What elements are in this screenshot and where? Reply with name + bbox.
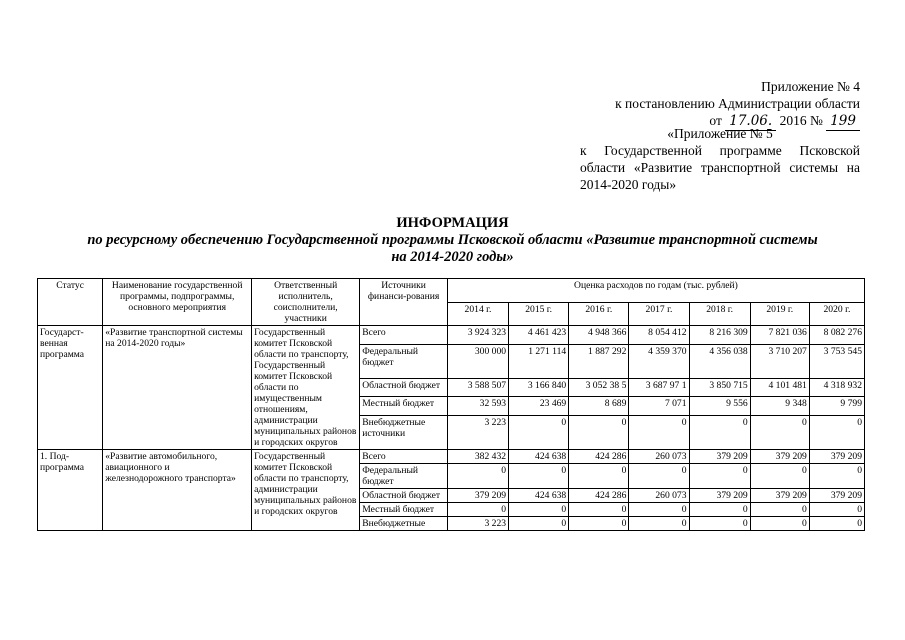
amount-cell: 0: [809, 517, 864, 531]
date-prefix: от: [709, 113, 722, 128]
amount-cell: 8 689: [569, 397, 629, 416]
funding-source: Областной бюджет: [360, 378, 448, 397]
amount-cell: 0: [629, 416, 689, 450]
amount-cell: 0: [569, 464, 629, 489]
amount-cell: 424 638: [509, 450, 569, 464]
amount-cell: 0: [447, 503, 508, 517]
amount-cell: 0: [509, 517, 569, 531]
appendix-block: [560, 78, 860, 131]
amount-cell: 8 216 309: [689, 326, 750, 345]
header-year: 2019 г.: [750, 302, 809, 326]
amount-cell: 0: [809, 416, 864, 450]
header-year: 2015 г.: [509, 302, 569, 326]
title-sub2: на 2014-2020 годы»: [391, 249, 514, 265]
header-name: Наименование государственной программы, подпрограммы, основного мероприятия: [103, 279, 252, 326]
amount-cell: 4 948 366: [569, 326, 629, 345]
amount-cell: 0: [447, 464, 508, 489]
amount-cell: 0: [689, 503, 750, 517]
amount-cell: 0: [509, 464, 569, 489]
amount-cell: 1 271 114: [509, 344, 569, 378]
amount-cell: 0: [750, 416, 809, 450]
header-resp: Ответственный исполнитель, соисполнители, участники: [252, 279, 360, 326]
amount-cell: 0: [509, 416, 569, 450]
amount-cell: 379 209: [809, 489, 864, 503]
amount-cell: 9 799: [809, 397, 864, 416]
header-source: Источники финанси-рования: [360, 279, 448, 326]
amount-cell: 3 166 840: [509, 378, 569, 397]
amount-cell: 0: [809, 503, 864, 517]
appendix2-text: к Государственной программе Псковской области «Развитие транспортной системы на 2014-2020 годы»: [580, 143, 860, 192]
funding-source: Внебюджетные источники: [360, 416, 448, 450]
amount-cell: 300 000: [447, 344, 508, 378]
amount-cell: 3 052 38 5: [569, 378, 629, 397]
group-status: 1. Под-программа: [38, 450, 103, 531]
resources-table: [37, 278, 865, 531]
funding-source: Местный бюджет: [360, 397, 448, 416]
amount-cell: 3 687 97 1: [629, 378, 689, 397]
amount-cell: 0: [750, 503, 809, 517]
funding-source: Федеральный бюджет: [360, 344, 448, 378]
amount-cell: 382 432: [447, 450, 508, 464]
funding-source: Всего: [360, 450, 448, 464]
amount-cell: 379 209: [447, 489, 508, 503]
group-responsible: Государственный комитет Псковской области по транспорту, Государственный комитет Псковской области по имущественным отношениям, администрации муниципальных районов и городских округов: [252, 326, 360, 450]
header-year: 2014 г.: [447, 302, 508, 326]
date-handwritten: 17.06.: [725, 113, 776, 131]
amount-cell: 0: [629, 464, 689, 489]
appendix-line1: Приложение № 4: [761, 79, 860, 94]
title-main: ИНФОРМАЦИЯ: [396, 215, 509, 231]
amount-cell: 0: [809, 464, 864, 489]
amount-cell: 424 638: [509, 489, 569, 503]
group-name: «Развитие транспортной системы на 2014-2020 годы»: [103, 326, 252, 450]
amount-cell: 23 469: [509, 397, 569, 416]
amount-cell: 4 356 038: [689, 344, 750, 378]
amount-cell: 8 082 276: [809, 326, 864, 345]
document-title: [0, 215, 905, 266]
header-year: 2017 г.: [629, 302, 689, 326]
header-row-1: [38, 279, 865, 303]
funding-source: Местный бюджет: [360, 503, 448, 517]
amount-cell: 0: [509, 503, 569, 517]
appendix-line2: к постановлению Администрации области: [615, 96, 860, 111]
amount-cell: 4 318 932: [809, 378, 864, 397]
amount-cell: 7 071: [629, 397, 689, 416]
amount-cell: 3 223: [447, 416, 508, 450]
amount-cell: 379 209: [689, 450, 750, 464]
amount-cell: 4 101 481: [750, 378, 809, 397]
amount-cell: 3 753 545: [809, 344, 864, 378]
amount-cell: 0: [750, 517, 809, 531]
funding-source: Всего: [360, 326, 448, 345]
table-row: [38, 450, 865, 464]
amount-cell: 379 209: [689, 489, 750, 503]
group-status: Государст-венная программа: [38, 326, 103, 450]
amount-cell: 260 073: [629, 450, 689, 464]
group-name: «Развитие автомобильного, авиационного и железнодорожного транспорта»: [103, 450, 252, 531]
amount-cell: 424 286: [569, 450, 629, 464]
amount-cell: 1 887 292: [569, 344, 629, 378]
amount-cell: 0: [569, 416, 629, 450]
amount-cell: 379 209: [750, 450, 809, 464]
amount-cell: 7 821 036: [750, 326, 809, 345]
amount-cell: 32 593: [447, 397, 508, 416]
amount-cell: 9 556: [689, 397, 750, 416]
amount-cell: 9 348: [750, 397, 809, 416]
appendix2-block: [580, 125, 860, 193]
header-estimate: Оценка расходов по годам (тыс. рублей): [447, 279, 864, 303]
number-handwritten: 199: [826, 113, 860, 131]
amount-cell: 3 223: [447, 517, 508, 531]
title-sub1: по ресурсному обеспечению Государственной программы Псковской области «Развитие транспортной системы: [87, 232, 818, 248]
header-year: 2018 г.: [689, 302, 750, 326]
amount-cell: 0: [750, 464, 809, 489]
amount-cell: 3 588 507: [447, 378, 508, 397]
funding-source: Внебюджетные: [360, 517, 448, 531]
amount-cell: 3 924 323: [447, 326, 508, 345]
amount-cell: 260 073: [629, 489, 689, 503]
table-body: [38, 326, 865, 531]
appendix2-line1: «Приложение № 5: [667, 126, 773, 141]
amount-cell: 0: [689, 464, 750, 489]
amount-cell: 4 461 423: [509, 326, 569, 345]
funding-source: Областной бюджет: [360, 489, 448, 503]
group-responsible: Государственный комитет Псковской области по транспорту, администрации муниципальных районов и городских округов: [252, 450, 360, 531]
amount-cell: 8 054 412: [629, 326, 689, 345]
amount-cell: 0: [629, 517, 689, 531]
amount-cell: 379 209: [809, 450, 864, 464]
amount-cell: 0: [569, 517, 629, 531]
amount-cell: 0: [569, 503, 629, 517]
table-row: [38, 326, 865, 345]
amount-cell: 0: [629, 503, 689, 517]
header-year: 2016 г.: [569, 302, 629, 326]
header-status: Статус: [38, 279, 103, 326]
amount-cell: 379 209: [750, 489, 809, 503]
header-year: 2020 г.: [809, 302, 864, 326]
amount-cell: 424 286: [569, 489, 629, 503]
amount-cell: 4 359 370: [629, 344, 689, 378]
amount-cell: 0: [689, 517, 750, 531]
amount-cell: 0: [689, 416, 750, 450]
year-label: 2016 №: [779, 113, 823, 128]
funding-source: Федеральный бюджет: [360, 464, 448, 489]
amount-cell: 3 710 207: [750, 344, 809, 378]
amount-cell: 3 850 715: [689, 378, 750, 397]
